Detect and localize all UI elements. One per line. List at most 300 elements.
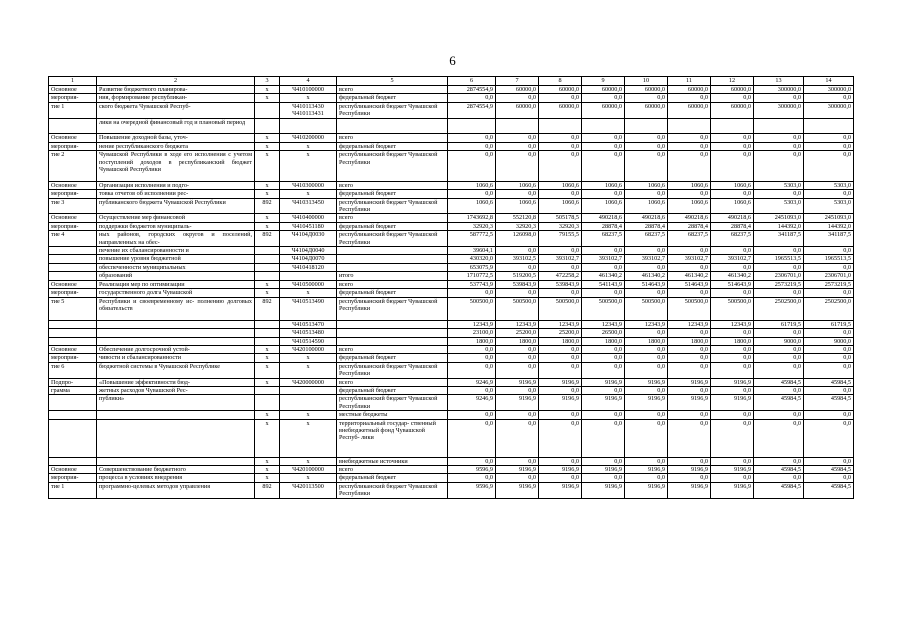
amount-cell: 0,0 [804,386,854,394]
event-name-cell: процесса в условиях внедрения [97,474,255,482]
amount-cell: 0,0 [754,474,804,482]
amount-cell: 0,0 [804,345,854,353]
event-type-cell [49,395,97,411]
funding-source-cell: федеральный бюджет [337,354,448,362]
header-cell: 12 [711,77,754,86]
amount-cell: 500500,0 [582,297,625,320]
amount-cell: 300000,0 [804,102,854,118]
event-type-cell [49,337,97,345]
amount-cell: 0,0 [496,289,539,297]
event-type-cell [49,411,97,419]
amount-cell: 12343,9 [496,320,539,328]
amount-cell: 9196,9 [582,395,625,411]
table-row [49,142,854,150]
amount-cell: 1800,0 [448,337,496,345]
event-type-cell: мероприя- [49,474,97,482]
amount-cell: 9196,9 [668,482,711,498]
amount-cell: 0,0 [668,419,711,457]
funding-source-cell: республиканский бюджет Чувашской Республики [337,151,448,182]
amount-cell: 12343,9 [668,320,711,328]
amount-cell: 0,0 [668,411,711,419]
event-name-cell: Обеспечение долгосрочной устой- [97,345,255,353]
amount-cell: 9246,9 [448,395,496,411]
amount-cell: 505178,5 [539,214,582,222]
amount-cell: 0,0 [804,329,854,337]
amount-cell: 0,0 [496,94,539,102]
event-name-cell: Республики и своевременному ис- полнению долговых обязательств [97,297,255,320]
event-name-cell: Реализация мер по оптимизации [97,280,255,288]
amount-cell: 0,0 [625,411,668,419]
amount-cell: 0,0 [496,354,539,362]
amount-cell: 0,0 [539,411,582,419]
event-type-cell: Основное [49,86,97,94]
amount-cell: 300000,0 [804,86,854,94]
budget-code-cell [280,386,337,394]
event-type-cell: мероприя- [49,94,97,102]
amount-cell: 9246,9 [448,378,496,386]
amount-cell: 0,0 [625,457,668,465]
amount-cell: 0,0 [448,386,496,394]
event-name-cell: публики» [97,395,255,411]
event-name-cell: поддержки бюджетов муниципаль- [97,222,255,230]
amount-cell: 0,0 [582,411,625,419]
event-name-cell [97,411,255,419]
amount-cell: 32920,3 [496,222,539,230]
admin-code-cell [255,386,280,394]
amount-cell: 0,0 [582,247,625,255]
admin-code-cell: x [255,222,280,230]
budget-code-cell: x [280,457,337,465]
admin-code-cell: x [255,378,280,386]
amount-cell: 0,0 [582,134,625,142]
amount-cell: 1800,0 [625,337,668,345]
admin-code-cell: x [255,289,280,297]
amount-cell: 0,0 [539,94,582,102]
budget-code-cell: Ч410300000 [280,181,337,189]
amount-cell: 500500,0 [539,297,582,320]
event-type-cell: мероприя- [49,354,97,362]
amount-cell: 9196,9 [668,395,711,411]
header-cell: 5 [337,77,448,86]
amount-cell: 60000,0 [496,102,539,118]
amount-cell: 2874554,9 [448,86,496,94]
funding-source-cell: федеральный бюджет [337,142,448,150]
event-name-cell: Чувашской Республики в ходе его исполнения с учетом поступлений доходов в республиканский бюджет Чувашской Республики [97,151,255,182]
amount-cell: 0,0 [711,151,754,182]
amount-cell: 5303,0 [804,181,854,189]
admin-code-cell: x [255,181,280,189]
amount-cell: 0,0 [496,247,539,255]
amount-cell: 1060,6 [711,181,754,189]
table-row [49,247,854,255]
event-name-cell: чивости и сбалансированности [97,354,255,362]
amount-cell: 9196,9 [582,465,625,473]
funding-source-cell: республиканский бюджет Чувашской Республики [337,395,448,411]
amount-cell: 0,0 [804,134,854,142]
amount-cell: 0,0 [582,362,625,378]
admin-code-cell [255,320,280,328]
amount-cell: 0,0 [625,134,668,142]
funding-source-cell: республиканский бюджет Чувашской Республики [337,482,448,498]
table-row [49,255,854,263]
table-row [49,362,854,378]
funding-source-cell: федеральный бюджет [337,190,448,198]
amount-cell [448,118,496,134]
budget-code-cell: x [280,289,337,297]
amount-cell: 144392,0 [754,222,804,230]
amount-cell: 9196,9 [668,465,711,473]
amount-cell: 500500,0 [668,297,711,320]
amount-cell: 0,0 [496,263,539,271]
admin-code-cell: x [255,190,280,198]
amount-cell: 0,0 [539,190,582,198]
funding-source-cell: федеральный бюджет [337,289,448,297]
funding-source-cell: территориальный государ- ственный внебюджетный фонд Чувашской Респуб- лики [337,419,448,457]
budget-code-cell: Ч420100000 [280,465,337,473]
admin-code-cell: x [255,86,280,94]
amount-cell: 0,0 [711,474,754,482]
amount-cell: 0,0 [539,457,582,465]
budget-code-cell: x [280,190,337,198]
event-name-cell: нение республиканского бюджета [97,142,255,150]
amount-cell: 0,0 [625,329,668,337]
amount-cell: 45984,5 [754,465,804,473]
table-row [49,354,854,362]
event-name-cell: ского бюджета Чувашской Респуб- [97,102,255,118]
header-cell: 8 [539,77,582,86]
table-row [49,457,854,465]
event-name-cell: Организация исполнения и подго- [97,181,255,189]
amount-cell: 9196,9 [582,482,625,498]
table-row [49,320,854,328]
amount-cell: 0,0 [582,386,625,394]
event-type-cell [49,255,97,263]
amount-cell: 1060,6 [668,181,711,189]
amount-cell: 0,0 [625,345,668,353]
amount-cell: 539843,9 [496,280,539,288]
amount-cell: 2451093,0 [804,214,854,222]
amount-cell: 1800,0 [582,337,625,345]
admin-code-cell [255,272,280,280]
amount-cell: 0,0 [582,142,625,150]
header-cell: 3 [255,77,280,86]
amount-cell: 12343,9 [711,320,754,328]
header-cell: 10 [625,77,668,86]
amount-cell: 1800,0 [668,337,711,345]
amount-cell: 0,0 [668,354,711,362]
event-type-cell: тие 3 [49,198,97,214]
amount-cell: 461340,2 [582,272,625,280]
amount-cell: 0,0 [668,474,711,482]
event-name-cell: образований [97,272,255,280]
amount-cell: 60000,0 [496,86,539,94]
amount-cell: 461340,2 [668,272,711,280]
amount-cell: 12343,9 [582,320,625,328]
event-name-cell: Совершенствование бюджетного [97,465,255,473]
amount-cell: 5303,0 [804,198,854,214]
amount-cell: 0,0 [711,142,754,150]
event-type-cell [49,329,97,337]
budget-code-cell: Ч410513470 [280,320,337,328]
event-name-cell: бюджетной системы в Чувашской Республике [97,362,255,378]
funding-source-cell [337,329,448,337]
amount-cell: 0,0 [668,142,711,150]
budget-code-cell: x [280,411,337,419]
amount-cell: 0,0 [496,142,539,150]
amount-cell: 0,0 [625,142,668,150]
budget-code-cell: Ч4104Д0030 [280,231,337,247]
amount-cell: 1060,6 [711,198,754,214]
amount-cell: 0,0 [668,263,711,271]
event-type-cell: тие 6 [49,362,97,378]
amount-cell: 0,0 [754,94,804,102]
table-row [49,419,854,457]
amount-cell: 25200,0 [496,329,539,337]
table-row [49,386,854,394]
event-name-cell: Развитие бюджетного планирова- [97,86,255,94]
table-row [49,465,854,473]
page-number: 6 [449,53,456,68]
amount-cell: 5303,0 [754,198,804,214]
funding-source-cell: всего [337,86,448,94]
amount-cell: 0,0 [754,134,804,142]
amount-cell: 9596,9 [448,465,496,473]
amount-cell: 0,0 [711,345,754,353]
amount-cell: 9196,9 [711,395,754,411]
amount-cell: 144392,0 [804,222,854,230]
admin-code-cell [255,337,280,345]
table-row [49,395,854,411]
amount-cell: 0,0 [754,247,804,255]
amount-cell: 39604,1 [448,247,496,255]
amount-cell: 0,0 [625,94,668,102]
funding-source-cell [337,263,448,271]
budget-code-cell: Ч4104Д0070 [280,255,337,263]
amount-cell: 490218,6 [582,214,625,222]
budget-code-cell [280,395,337,411]
amount-cell: 0,0 [668,289,711,297]
amount-cell: 0,0 [711,411,754,419]
amount-cell: 1743692,8 [448,214,496,222]
funding-source-cell: внебюджетные источники [337,457,448,465]
event-type-cell [49,118,97,134]
amount-cell: 393102,7 [668,255,711,263]
amount-cell: 0,0 [582,457,625,465]
amount-cell: 0,0 [754,142,804,150]
event-name-cell: обеспеченности муниципальных [97,263,255,271]
event-type-cell: тие 4 [49,231,97,247]
amount-cell: 60000,0 [625,102,668,118]
amount-cell [711,118,754,134]
amount-cell: 0,0 [804,94,854,102]
budget-code-cell: Ч410513490 [280,297,337,320]
table-row [49,378,854,386]
amount-cell: 0,0 [754,151,804,182]
amount-cell: 9196,9 [625,378,668,386]
amount-cell: 68237,5 [582,231,625,247]
event-type-cell: тие 5 [49,297,97,320]
amount-cell: 0,0 [711,354,754,362]
amount-cell: 0,0 [448,457,496,465]
amount-cell: 0,0 [711,329,754,337]
budget-code-cell: Ч410500000 [280,280,337,288]
amount-cell: 0,0 [625,419,668,457]
admin-code-cell [255,255,280,263]
admin-code-cell: x [255,151,280,182]
funding-source-cell: республиканский бюджет Чувашской Республики [337,362,448,378]
table-row [49,474,854,482]
amount-cell: 0,0 [754,289,804,297]
amount-cell: 537743,9 [448,280,496,288]
amount-cell: 0,0 [448,134,496,142]
amount-cell: 1060,6 [668,198,711,214]
admin-code-cell [255,395,280,411]
header-cell: 11 [668,77,711,86]
amount-cell: 0,0 [804,151,854,182]
event-type-cell [49,419,97,457]
table-row [49,280,854,288]
amount-cell: 0,0 [539,142,582,150]
event-type-cell [49,263,97,271]
amount-cell: 0,0 [539,345,582,353]
amount-cell: 0,0 [804,142,854,150]
amount-cell: 0,0 [582,474,625,482]
amount-cell: 0,0 [754,263,804,271]
header-cell: 13 [754,77,804,86]
event-type-cell: мероприя- [49,289,97,297]
amount-cell: 9596,9 [448,482,496,498]
amount-cell: 0,0 [625,289,668,297]
amount-cell: 0,0 [582,151,625,182]
amount-cell: 0,0 [711,263,754,271]
budget-code-cell: Ч410451180 [280,222,337,230]
event-type-cell [49,272,97,280]
table-row [49,272,854,280]
funding-source-cell: всего [337,280,448,288]
amount-cell: 45984,5 [804,395,854,411]
amount-cell: 0,0 [582,354,625,362]
amount-cell: 0,0 [625,354,668,362]
table-row [49,118,854,134]
event-name-cell: лики на очередной финансовый год и плановый период [97,118,255,134]
budget-code-cell: Ч410313450 [280,198,337,214]
amount-cell: 0,0 [496,151,539,182]
funding-source-cell: республиканский бюджет Чувашской Республики [337,297,448,320]
amount-cell: 0,0 [539,354,582,362]
amount-cell: 0,0 [496,419,539,457]
amount-cell: 0,0 [668,329,711,337]
budget-code-cell: x [280,354,337,362]
amount-cell: 514643,9 [668,280,711,288]
table-row [49,214,854,222]
event-name-cell: «Повышение эффективности бюд- [97,378,255,386]
amount-cell: 0,0 [625,247,668,255]
event-type-cell: Основное [49,214,97,222]
amount-cell: 0,0 [625,263,668,271]
amount-cell: 1965513,5 [754,255,804,263]
amount-cell: 60000,0 [668,102,711,118]
amount-cell: 393102,7 [582,255,625,263]
event-name-cell: жетных расходов Чувашской Рес- [97,386,255,394]
amount-cell: 393102,7 [625,255,668,263]
amount-cell: 0,0 [711,457,754,465]
amount-cell: 32920,3 [448,222,496,230]
admin-code-cell [255,329,280,337]
admin-code-cell: 892 [255,297,280,320]
amount-cell: 430320,0 [448,255,496,263]
amount-cell: 490218,6 [711,214,754,222]
amount-cell: 9196,9 [496,465,539,473]
event-name-cell: Осуществление мер финансовой [97,214,255,222]
admin-code-cell: x [255,134,280,142]
amount-cell: 45984,5 [754,482,804,498]
amount-cell [668,118,711,134]
event-name-cell [97,320,255,328]
amount-cell: 0,0 [804,362,854,378]
admin-code-cell: x [255,354,280,362]
amount-cell: 0,0 [539,419,582,457]
admin-code-cell: x [255,345,280,353]
budget-code-cell: x [280,419,337,457]
amount-cell: 0,0 [496,457,539,465]
amount-cell: 0,0 [625,190,668,198]
amount-cell: 0,0 [625,386,668,394]
amount-cell: 461340,2 [711,272,754,280]
funding-source-cell [337,255,448,263]
budget-code-cell: x [280,151,337,182]
event-name-cell: программно-целевых методов управления [97,482,255,498]
event-type-cell: грамма [49,386,97,394]
amount-cell: 341187,5 [754,231,804,247]
funding-source-cell: местные бюджеты [337,411,448,419]
amount-cell: 2451093,0 [754,214,804,222]
amount-cell: 587772,5 [448,231,496,247]
amount-cell: 1060,6 [448,181,496,189]
amount-cell: 0,0 [711,289,754,297]
amount-cell: 0,0 [711,94,754,102]
amount-cell: 26500,0 [582,329,625,337]
amount-cell: 0,0 [539,151,582,182]
amount-cell: 0,0 [539,263,582,271]
amount-cell [496,118,539,134]
amount-cell: 1060,6 [625,181,668,189]
amount-cell: 500500,0 [496,297,539,320]
amount-cell: 0,0 [448,142,496,150]
amount-cell: 12343,9 [539,320,582,328]
amount-cell: 0,0 [668,247,711,255]
amount-cell: 60000,0 [711,102,754,118]
table-body [49,86,854,499]
event-type-cell: Основное [49,465,97,473]
event-name-cell: публиканского бюджета Чувашской Республики [97,198,255,214]
amount-cell: 0,0 [448,411,496,419]
event-type-cell: тие 2 [49,151,97,182]
amount-cell: 68237,5 [625,231,668,247]
admin-code-cell: x [255,465,280,473]
amount-cell: 0,0 [804,457,854,465]
table-row [49,231,854,247]
budget-code-cell: Ч410200000 [280,134,337,142]
event-type-cell: мероприя- [49,222,97,230]
amount-cell [625,118,668,134]
amount-cell: 9196,9 [625,482,668,498]
event-name-cell: повышение уровня бюджетной [97,255,255,263]
amount-cell: 9196,9 [496,378,539,386]
event-type-cell: Основное [49,134,97,142]
table-row [49,198,854,214]
event-name-cell [97,457,255,465]
amount-cell: 1060,6 [496,181,539,189]
